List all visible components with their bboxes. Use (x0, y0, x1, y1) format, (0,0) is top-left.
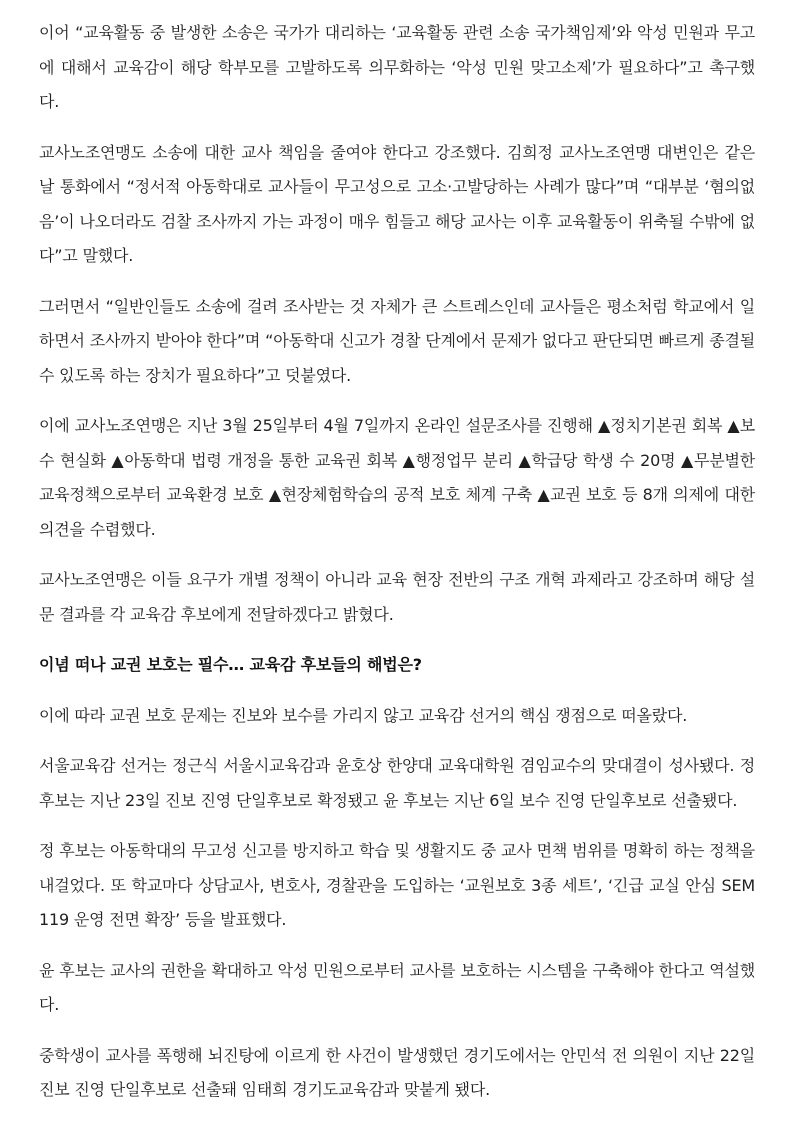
article-paragraph: 교사노조연맹은 이들 요구가 개별 정책이 아니라 교육 현장 전반의 구조 개혁 과제라고 강조하며 해당 설문 결과를 각 교육감 후보에게 전달하겠다고 밝혔다. (39, 570, 756, 624)
article-body (39, 16, 755, 1124)
article-paragraph: 교사노조연맹도 소송에 대한 교사 책임을 줄여야 한다고 강조했다. 김희정 교사노조연맹 대변인은 같은 날 통화에서 “정서적 아동학대로 교사들이 무고성으로 고소·고발당하는 사례가 많다”며 “대부분 ‘혐의없음’이 나오더라도 검찰 조사까지 가는 과정이 매우 힘들고 해당 교사는 이후 교육활동이 위축될 수밖에 없다”고 말했다. (39, 142, 755, 265)
article-paragraph: 그러면서 “일반인들도 소송에 걸려 조사받는 것 자체가 큰 스트레스인데 교사들은 평소처럼 학교에서 일하면서 조사까지 받아야 한다”며 “아동학대 신고가 경찰 단계에서 문제가 없다고 판단되면 빠르게 종결될 수 있도록 하는 장치가 필요하다”고 덧붙였다. (39, 296, 756, 385)
article-paragraph: 이에 교사노조연맹은 지난 3월 25일부터 4월 7일까지 온라인 설문조사를 진행해 ▲정치기본권 회복 ▲보수 현실화 ▲아동학대 법령 개정을 통한 교육권 회복 ▲행정업무 분리 ▲학급당 학생 수 20명 ▲무분별한 교육정책으로부터 교육환경 보호 ▲현장체험학습의 공적 보호 체계 구축 ▲교권 보호 등 8개 의제에 대한 의견을 수렴했다. (39, 416, 755, 539)
article-paragraph: 이어 “교육활동 중 발생한 소송은 국가가 대리하는 ‘교육활동 관련 소송 국가책임제’와 악성 민원과 무고에 대해서 교육감이 해당 학부모를 고발하도록 의무화하는 ‘악성 민원 맞고소제’가 필요하다”고 촉구했다. (39, 23, 755, 111)
article-paragraph: 윤 후보는 교사의 권한을 확대하고 악성 민원으로부터 교사를 보호하는 시스템을 구축해야 한다고 역설했다. (39, 960, 755, 1014)
article-paragraph: 서울교육감 선거는 정근식 서울시교육감과 윤호상 한양대 교육대학원 겸임교수의 맞대결이 성사됐다. 정 후보는 지난 23일 진보 진영 단일후보로 확정됐고 윤 후보는 지난 6일 보수 진영 단일후보로 선출됐다. (39, 756, 755, 810)
article-paragraph: 이에 따라 교권 보호 문제는 진보와 보수를 가리지 않고 교육감 선거의 핵심 쟁점으로 떠올랐다. (39, 705, 688, 725)
article-paragraph: 정 후보는 아동학대의 무고성 신고를 방지하고 학습 및 생활지도 중 교사 면책 범위를 명확히 하는 정책을 내걸었다. 또 학교마다 상담교사, 변호사, 경찰관을 도입하는 ‘교원보호 3종 세트’, ‘긴급 교실 안심 SEM 119 운영 전면 확장’ 등을 발표했다. (39, 841, 755, 929)
article-paragraph: 중학생이 교사를 폭행해 뇌진탕에 이르게 한 사건이 발생했던 경기도에서는 안민석 전 의원이 지난 22일 진보 진영 단일후보로 선출돼 임태희 경기도교육감과 맞붙게 됐다. (39, 1045, 755, 1099)
section-subheading: 이념 떠나 교권 보호는 필수… 교육감 후보들의 해법은? (39, 655, 422, 674)
